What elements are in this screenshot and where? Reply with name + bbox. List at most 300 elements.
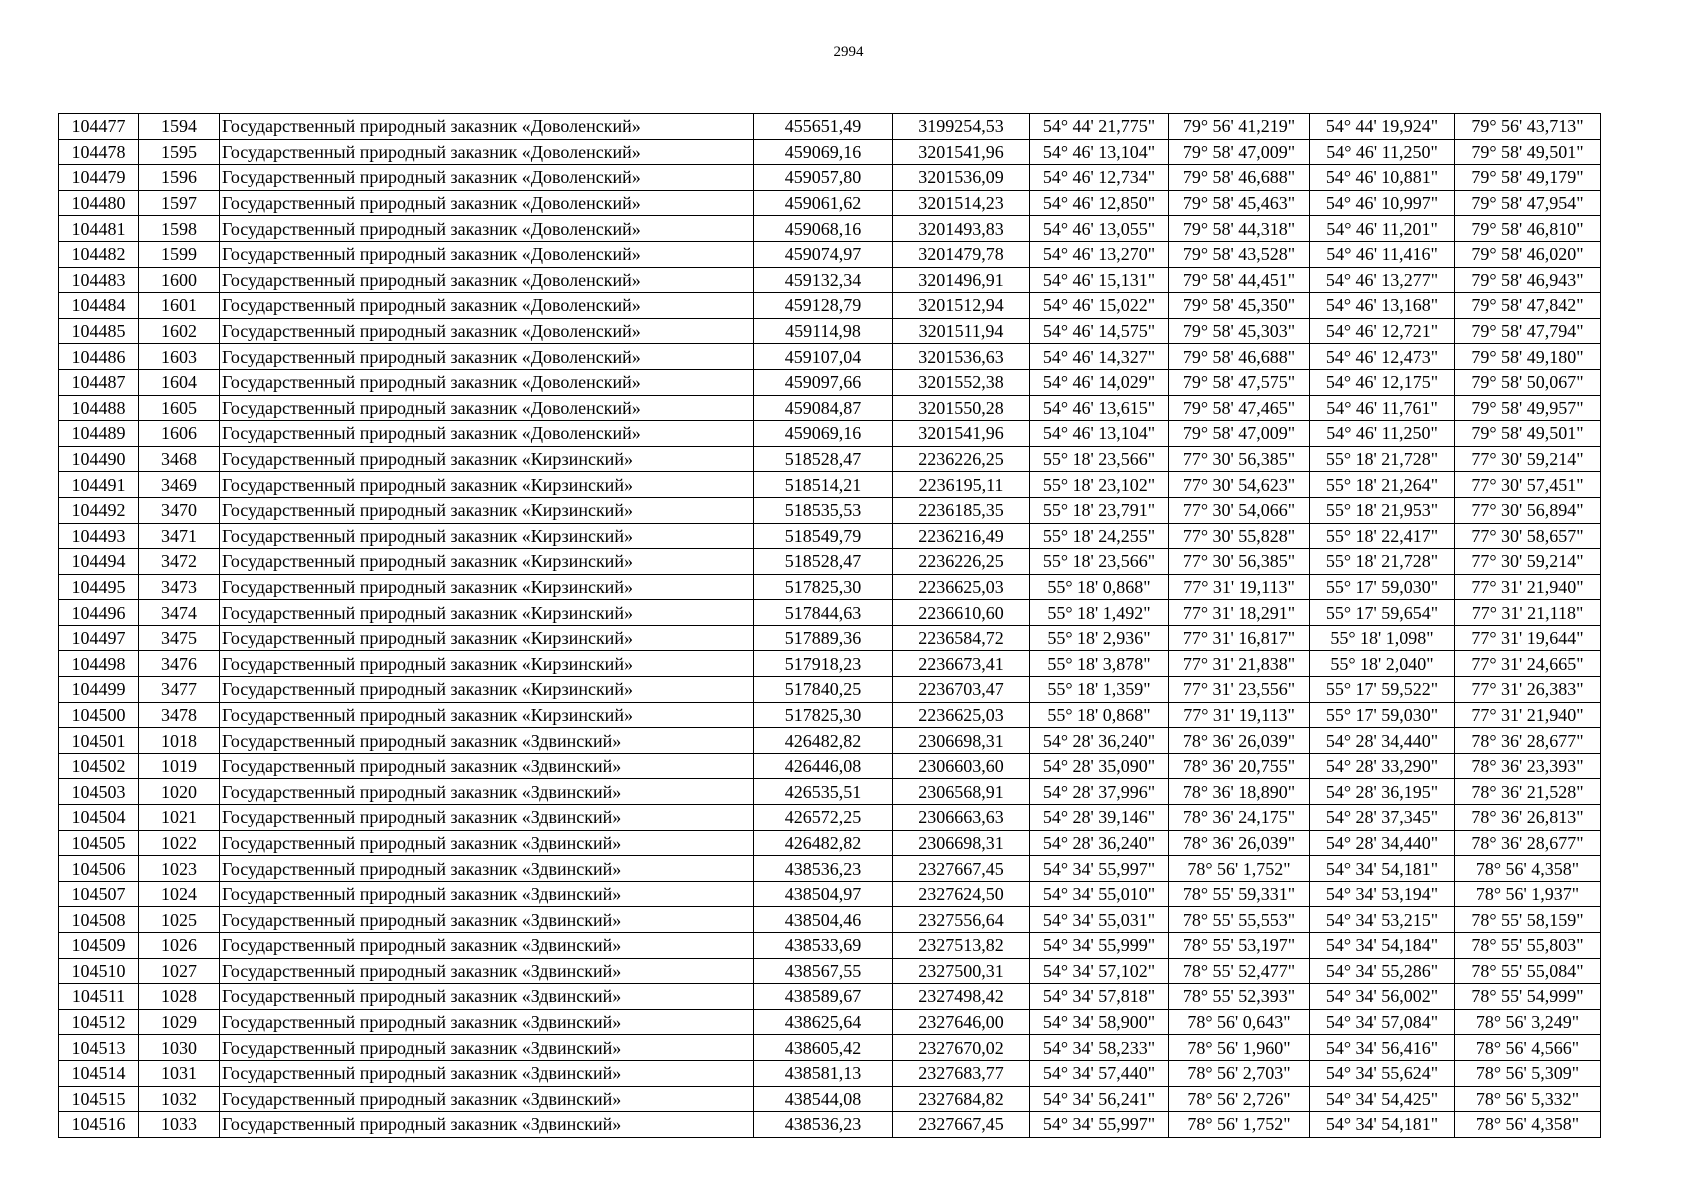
latitude-2-cell: 55° 18' 21,264"	[1310, 472, 1455, 498]
reserve-name-cell: Государственный природный заказник «Доволенский»	[220, 293, 754, 319]
record-id-cell: 104478	[59, 139, 139, 165]
table-row	[59, 472, 1601, 498]
point-number-cell: 1598	[139, 216, 220, 242]
x-coordinate-cell: 459069,16	[754, 421, 893, 447]
table-row	[59, 574, 1601, 600]
point-number-cell: 1018	[139, 728, 220, 754]
point-number-cell: 3475	[139, 625, 220, 651]
latitude-2-cell: 54° 34' 54,184"	[1310, 933, 1455, 959]
table-row	[59, 1112, 1601, 1138]
reserve-name-cell: Государственный природный заказник «Здвинский»	[220, 958, 754, 984]
point-number-cell: 1032	[139, 1086, 220, 1112]
latitude-1-cell: 54° 46' 15,022"	[1030, 293, 1169, 319]
table-row	[59, 856, 1601, 882]
reserve-name-cell: Государственный природный заказник «Кирзинский»	[220, 600, 754, 626]
longitude-2-cell: 77° 31' 19,644"	[1455, 625, 1601, 651]
latitude-1-cell: 54° 46' 13,104"	[1030, 421, 1169, 447]
x-coordinate-cell: 459069,16	[754, 139, 893, 165]
table-row	[59, 600, 1601, 626]
x-coordinate-cell: 438605,42	[754, 1035, 893, 1061]
point-number-cell: 3477	[139, 677, 220, 703]
table-row	[59, 549, 1601, 575]
reserve-name-cell: Государственный природный заказник «Доволенский»	[220, 369, 754, 395]
point-number-cell: 3468	[139, 446, 220, 472]
longitude-1-cell: 77° 31' 19,113"	[1169, 702, 1310, 728]
point-number-cell: 1022	[139, 830, 220, 856]
longitude-1-cell: 78° 56' 2,726"	[1169, 1086, 1310, 1112]
reserve-name-cell: Государственный природный заказник «Кирзинский»	[220, 702, 754, 728]
y-coordinate-cell: 3201511,94	[893, 318, 1030, 344]
y-coordinate-cell: 2327498,42	[893, 984, 1030, 1010]
table-row	[59, 830, 1601, 856]
longitude-2-cell: 79° 58' 47,794"	[1455, 318, 1601, 344]
x-coordinate-cell: 459068,16	[754, 216, 893, 242]
record-id-cell: 104500	[59, 702, 139, 728]
latitude-1-cell: 54° 34' 57,818"	[1030, 984, 1169, 1010]
y-coordinate-cell: 2236216,49	[893, 523, 1030, 549]
latitude-2-cell: 54° 46' 11,201"	[1310, 216, 1455, 242]
table-row	[59, 267, 1601, 293]
longitude-1-cell: 78° 56' 0,643"	[1169, 1009, 1310, 1035]
latitude-2-cell: 54° 28' 36,195"	[1310, 779, 1455, 805]
record-id-cell: 104490	[59, 446, 139, 472]
record-id-cell: 104504	[59, 805, 139, 831]
longitude-2-cell: 78° 55' 55,803"	[1455, 933, 1601, 959]
latitude-1-cell: 54° 46' 12,734"	[1030, 165, 1169, 191]
reserve-name-cell: Государственный природный заказник «Здвинский»	[220, 856, 754, 882]
point-number-cell: 3471	[139, 523, 220, 549]
y-coordinate-cell: 2236226,25	[893, 549, 1030, 575]
table-row	[59, 651, 1601, 677]
latitude-1-cell: 54° 46' 13,104"	[1030, 139, 1169, 165]
y-coordinate-cell: 3199254,53	[893, 114, 1030, 140]
reserve-name-cell: Государственный природный заказник «Кирзинский»	[220, 446, 754, 472]
point-number-cell: 1024	[139, 881, 220, 907]
longitude-2-cell: 78° 56' 3,249"	[1455, 1009, 1601, 1035]
record-id-cell: 104484	[59, 293, 139, 319]
latitude-1-cell: 55° 18' 2,936"	[1030, 625, 1169, 651]
latitude-1-cell: 54° 46' 14,327"	[1030, 344, 1169, 370]
longitude-2-cell: 77° 30' 57,451"	[1455, 472, 1601, 498]
latitude-1-cell: 54° 34' 55,031"	[1030, 907, 1169, 933]
table-row	[59, 1060, 1601, 1086]
point-number-cell: 1029	[139, 1009, 220, 1035]
record-id-cell: 104493	[59, 523, 139, 549]
reserve-name-cell: Государственный природный заказник «Здвинский»	[220, 933, 754, 959]
longitude-1-cell: 77° 31' 19,113"	[1169, 574, 1310, 600]
y-coordinate-cell: 2306698,31	[893, 830, 1030, 856]
table-row	[59, 958, 1601, 984]
x-coordinate-cell: 438533,69	[754, 933, 893, 959]
latitude-2-cell: 54° 34' 56,416"	[1310, 1035, 1455, 1061]
y-coordinate-cell: 2327500,31	[893, 958, 1030, 984]
table-row	[59, 907, 1601, 933]
latitude-2-cell: 54° 46' 11,250"	[1310, 139, 1455, 165]
y-coordinate-cell: 2236226,25	[893, 446, 1030, 472]
x-coordinate-cell: 455651,49	[754, 114, 893, 140]
point-number-cell: 3478	[139, 702, 220, 728]
longitude-2-cell: 79° 58' 46,020"	[1455, 241, 1601, 267]
longitude-1-cell: 79° 58' 46,688"	[1169, 344, 1310, 370]
point-number-cell: 1603	[139, 344, 220, 370]
point-number-cell: 1597	[139, 190, 220, 216]
latitude-2-cell: 54° 46' 10,997"	[1310, 190, 1455, 216]
record-id-cell: 104477	[59, 114, 139, 140]
longitude-1-cell: 78° 36' 24,175"	[1169, 805, 1310, 831]
x-coordinate-cell: 459097,66	[754, 369, 893, 395]
reserve-name-cell: Государственный природный заказник «Доволенский»	[220, 421, 754, 447]
table-row	[59, 753, 1601, 779]
record-id-cell: 104497	[59, 625, 139, 651]
latitude-1-cell: 54° 46' 13,615"	[1030, 395, 1169, 421]
x-coordinate-cell: 438536,23	[754, 1112, 893, 1138]
record-id-cell: 104515	[59, 1086, 139, 1112]
reserve-name-cell: Государственный природный заказник «Доволенский»	[220, 216, 754, 242]
x-coordinate-cell: 518549,79	[754, 523, 893, 549]
x-coordinate-cell: 518535,53	[754, 497, 893, 523]
y-coordinate-cell: 2236610,60	[893, 600, 1030, 626]
longitude-1-cell: 78° 56' 1,752"	[1169, 856, 1310, 882]
y-coordinate-cell: 2327556,64	[893, 907, 1030, 933]
latitude-1-cell: 54° 28' 37,996"	[1030, 779, 1169, 805]
table-row	[59, 677, 1601, 703]
longitude-2-cell: 77° 30' 59,214"	[1455, 549, 1601, 575]
reserve-name-cell: Государственный природный заказник «Кирзинский»	[220, 625, 754, 651]
longitude-2-cell: 78° 36' 28,677"	[1455, 830, 1601, 856]
record-id-cell: 104494	[59, 549, 139, 575]
point-number-cell: 1601	[139, 293, 220, 319]
table-row	[59, 881, 1601, 907]
y-coordinate-cell: 2327683,77	[893, 1060, 1030, 1086]
longitude-1-cell: 78° 55' 52,393"	[1169, 984, 1310, 1010]
y-coordinate-cell: 2236625,03	[893, 702, 1030, 728]
latitude-2-cell: 54° 46' 11,761"	[1310, 395, 1455, 421]
table-row	[59, 216, 1601, 242]
latitude-1-cell: 54° 34' 55,010"	[1030, 881, 1169, 907]
point-number-cell: 1602	[139, 318, 220, 344]
table-row	[59, 395, 1601, 421]
longitude-2-cell: 79° 56' 43,713"	[1455, 114, 1601, 140]
y-coordinate-cell: 2236584,72	[893, 625, 1030, 651]
latitude-2-cell: 55° 18' 22,417"	[1310, 523, 1455, 549]
table-row	[59, 241, 1601, 267]
y-coordinate-cell: 2306568,91	[893, 779, 1030, 805]
point-number-cell: 1027	[139, 958, 220, 984]
reserve-name-cell: Государственный природный заказник «Здвинский»	[220, 881, 754, 907]
longitude-2-cell: 78° 56' 5,332"	[1455, 1086, 1601, 1112]
latitude-2-cell: 54° 34' 53,194"	[1310, 881, 1455, 907]
longitude-1-cell: 77° 30' 54,623"	[1169, 472, 1310, 498]
longitude-1-cell: 79° 56' 41,219"	[1169, 114, 1310, 140]
latitude-2-cell: 54° 28' 34,440"	[1310, 728, 1455, 754]
table-row	[59, 625, 1601, 651]
record-id-cell: 104481	[59, 216, 139, 242]
latitude-2-cell: 54° 34' 53,215"	[1310, 907, 1455, 933]
point-number-cell: 1025	[139, 907, 220, 933]
latitude-2-cell: 55° 17' 59,030"	[1310, 702, 1455, 728]
y-coordinate-cell: 3201536,63	[893, 344, 1030, 370]
latitude-2-cell: 54° 34' 54,181"	[1310, 1112, 1455, 1138]
reserve-name-cell: Государственный природный заказник «Здвинский»	[220, 1060, 754, 1086]
longitude-2-cell: 79° 58' 49,180"	[1455, 344, 1601, 370]
point-number-cell: 3476	[139, 651, 220, 677]
latitude-2-cell: 54° 46' 12,175"	[1310, 369, 1455, 395]
y-coordinate-cell: 2236195,11	[893, 472, 1030, 498]
reserve-name-cell: Государственный природный заказник «Кирзинский»	[220, 677, 754, 703]
latitude-2-cell: 54° 46' 12,473"	[1310, 344, 1455, 370]
point-number-cell: 1595	[139, 139, 220, 165]
y-coordinate-cell: 2327667,45	[893, 856, 1030, 882]
latitude-2-cell: 54° 34' 57,084"	[1310, 1009, 1455, 1035]
latitude-2-cell: 55° 18' 21,953"	[1310, 497, 1455, 523]
latitude-1-cell: 54° 28' 35,090"	[1030, 753, 1169, 779]
longitude-2-cell: 78° 55' 55,084"	[1455, 958, 1601, 984]
record-id-cell: 104480	[59, 190, 139, 216]
longitude-2-cell: 79° 58' 46,943"	[1455, 267, 1601, 293]
reserve-name-cell: Государственный природный заказник «Кирзинский»	[220, 472, 754, 498]
latitude-1-cell: 55° 18' 0,868"	[1030, 574, 1169, 600]
x-coordinate-cell: 438589,67	[754, 984, 893, 1010]
latitude-1-cell: 54° 28' 39,146"	[1030, 805, 1169, 831]
record-id-cell: 104512	[59, 1009, 139, 1035]
reserve-name-cell: Государственный природный заказник «Доволенский»	[220, 190, 754, 216]
reserve-name-cell: Государственный природный заказник «Доволенский»	[220, 139, 754, 165]
latitude-1-cell: 54° 46' 14,575"	[1030, 318, 1169, 344]
reserve-name-cell: Государственный природный заказник «Здвинский»	[220, 830, 754, 856]
longitude-2-cell: 77° 31' 24,665"	[1455, 651, 1601, 677]
record-id-cell: 104485	[59, 318, 139, 344]
record-id-cell: 104501	[59, 728, 139, 754]
point-number-cell: 3469	[139, 472, 220, 498]
longitude-1-cell: 77° 31' 21,838"	[1169, 651, 1310, 677]
reserve-name-cell: Государственный природный заказник «Кирзинский»	[220, 549, 754, 575]
x-coordinate-cell: 438504,97	[754, 881, 893, 907]
x-coordinate-cell: 459107,04	[754, 344, 893, 370]
longitude-1-cell: 79° 58' 47,465"	[1169, 395, 1310, 421]
reserve-name-cell: Государственный природный заказник «Кирзинский»	[220, 497, 754, 523]
longitude-1-cell: 77° 31' 23,556"	[1169, 677, 1310, 703]
longitude-1-cell: 77° 31' 18,291"	[1169, 600, 1310, 626]
page-number: 2994	[833, 44, 864, 60]
point-number-cell: 1030	[139, 1035, 220, 1061]
longitude-2-cell: 78° 55' 54,999"	[1455, 984, 1601, 1010]
latitude-2-cell: 54° 34' 54,181"	[1310, 856, 1455, 882]
latitude-2-cell: 54° 34' 55,286"	[1310, 958, 1455, 984]
longitude-1-cell: 78° 55' 55,553"	[1169, 907, 1310, 933]
point-number-cell: 1606	[139, 421, 220, 447]
point-number-cell: 1031	[139, 1060, 220, 1086]
point-number-cell: 1599	[139, 241, 220, 267]
latitude-2-cell: 54° 28' 37,345"	[1310, 805, 1455, 831]
point-number-cell: 1605	[139, 395, 220, 421]
record-id-cell: 104495	[59, 574, 139, 600]
table-row	[59, 497, 1601, 523]
longitude-1-cell: 79° 58' 47,009"	[1169, 139, 1310, 165]
reserve-name-cell: Государственный природный заказник «Здвинский»	[220, 753, 754, 779]
table-row	[59, 702, 1601, 728]
latitude-1-cell: 55° 18' 23,566"	[1030, 549, 1169, 575]
longitude-2-cell: 78° 36' 21,528"	[1455, 779, 1601, 805]
y-coordinate-cell: 3201514,23	[893, 190, 1030, 216]
latitude-1-cell: 55° 18' 23,102"	[1030, 472, 1169, 498]
latitude-1-cell: 55° 18' 1,359"	[1030, 677, 1169, 703]
x-coordinate-cell: 459074,97	[754, 241, 893, 267]
x-coordinate-cell: 517844,63	[754, 600, 893, 626]
y-coordinate-cell: 2236625,03	[893, 574, 1030, 600]
point-number-cell: 1023	[139, 856, 220, 882]
longitude-2-cell: 78° 56' 4,566"	[1455, 1035, 1601, 1061]
latitude-1-cell: 54° 34' 58,233"	[1030, 1035, 1169, 1061]
longitude-2-cell: 78° 56' 1,937"	[1455, 881, 1601, 907]
x-coordinate-cell: 426572,25	[754, 805, 893, 831]
table-row	[59, 523, 1601, 549]
longitude-2-cell: 79° 58' 49,501"	[1455, 139, 1601, 165]
longitude-1-cell: 77° 30' 56,385"	[1169, 549, 1310, 575]
longitude-1-cell: 79° 58' 44,318"	[1169, 216, 1310, 242]
table-row	[59, 190, 1601, 216]
x-coordinate-cell: 426482,82	[754, 728, 893, 754]
record-id-cell: 104502	[59, 753, 139, 779]
longitude-1-cell: 79° 58' 47,009"	[1169, 421, 1310, 447]
x-coordinate-cell: 518528,47	[754, 549, 893, 575]
y-coordinate-cell: 3201496,91	[893, 267, 1030, 293]
x-coordinate-cell: 517825,30	[754, 702, 893, 728]
x-coordinate-cell: 459057,80	[754, 165, 893, 191]
latitude-1-cell: 55° 18' 23,791"	[1030, 497, 1169, 523]
table-row	[59, 1009, 1601, 1035]
y-coordinate-cell: 3201512,94	[893, 293, 1030, 319]
reserve-name-cell: Государственный природный заказник «Доволенский»	[220, 344, 754, 370]
latitude-2-cell: 54° 28' 33,290"	[1310, 753, 1455, 779]
latitude-1-cell: 54° 46' 13,270"	[1030, 241, 1169, 267]
record-id-cell: 104498	[59, 651, 139, 677]
point-number-cell: 1020	[139, 779, 220, 805]
longitude-1-cell: 78° 55' 53,197"	[1169, 933, 1310, 959]
record-id-cell: 104510	[59, 958, 139, 984]
longitude-2-cell: 77° 31' 21,118"	[1455, 600, 1601, 626]
reserve-name-cell: Государственный природный заказник «Доволенский»	[220, 241, 754, 267]
latitude-1-cell: 54° 34' 56,241"	[1030, 1086, 1169, 1112]
reserve-name-cell: Государственный природный заказник «Доволенский»	[220, 267, 754, 293]
x-coordinate-cell: 438544,08	[754, 1086, 893, 1112]
y-coordinate-cell: 2327667,45	[893, 1112, 1030, 1138]
longitude-1-cell: 78° 36' 26,039"	[1169, 830, 1310, 856]
latitude-1-cell: 54° 34' 58,900"	[1030, 1009, 1169, 1035]
longitude-1-cell: 79° 58' 47,575"	[1169, 369, 1310, 395]
x-coordinate-cell: 438504,46	[754, 907, 893, 933]
latitude-1-cell: 54° 34' 57,102"	[1030, 958, 1169, 984]
longitude-2-cell: 79° 58' 47,842"	[1455, 293, 1601, 319]
latitude-1-cell: 54° 34' 57,440"	[1030, 1060, 1169, 1086]
table-row	[59, 1035, 1601, 1061]
latitude-1-cell: 55° 18' 23,566"	[1030, 446, 1169, 472]
record-id-cell: 104511	[59, 984, 139, 1010]
table-row	[59, 293, 1601, 319]
record-id-cell: 104488	[59, 395, 139, 421]
record-id-cell: 104509	[59, 933, 139, 959]
latitude-2-cell: 54° 44' 19,924"	[1310, 114, 1455, 140]
x-coordinate-cell: 459128,79	[754, 293, 893, 319]
table-row	[59, 728, 1601, 754]
reserve-name-cell: Государственный природный заказник «Здвинский»	[220, 1112, 754, 1138]
record-id-cell: 104491	[59, 472, 139, 498]
reserve-name-cell: Государственный природный заказник «Доволенский»	[220, 318, 754, 344]
longitude-2-cell: 78° 55' 58,159"	[1455, 907, 1601, 933]
record-id-cell: 104506	[59, 856, 139, 882]
x-coordinate-cell: 459114,98	[754, 318, 893, 344]
reserve-name-cell: Государственный природный заказник «Здвинский»	[220, 1086, 754, 1112]
latitude-1-cell: 54° 46' 14,029"	[1030, 369, 1169, 395]
longitude-2-cell: 79° 58' 47,954"	[1455, 190, 1601, 216]
reserve-name-cell: Государственный природный заказник «Здвинский»	[220, 1009, 754, 1035]
latitude-2-cell: 54° 34' 55,624"	[1310, 1060, 1455, 1086]
x-coordinate-cell: 426446,08	[754, 753, 893, 779]
latitude-1-cell: 54° 34' 55,999"	[1030, 933, 1169, 959]
y-coordinate-cell: 2327624,50	[893, 881, 1030, 907]
x-coordinate-cell: 517825,30	[754, 574, 893, 600]
latitude-1-cell: 54° 46' 13,055"	[1030, 216, 1169, 242]
longitude-1-cell: 77° 30' 55,828"	[1169, 523, 1310, 549]
longitude-1-cell: 79° 58' 45,303"	[1169, 318, 1310, 344]
latitude-1-cell: 54° 46' 15,131"	[1030, 267, 1169, 293]
longitude-2-cell: 79° 58' 46,810"	[1455, 216, 1601, 242]
point-number-cell: 1026	[139, 933, 220, 959]
latitude-2-cell: 54° 46' 10,881"	[1310, 165, 1455, 191]
longitude-1-cell: 79° 58' 44,451"	[1169, 267, 1310, 293]
latitude-2-cell: 54° 46' 12,721"	[1310, 318, 1455, 344]
point-number-cell: 1604	[139, 369, 220, 395]
longitude-2-cell: 77° 30' 58,657"	[1455, 523, 1601, 549]
y-coordinate-cell: 2327513,82	[893, 933, 1030, 959]
y-coordinate-cell: 2306698,31	[893, 728, 1030, 754]
x-coordinate-cell: 517918,23	[754, 651, 893, 677]
table-row	[59, 344, 1601, 370]
point-number-cell: 1600	[139, 267, 220, 293]
longitude-1-cell: 78° 56' 2,703"	[1169, 1060, 1310, 1086]
longitude-2-cell: 78° 36' 26,813"	[1455, 805, 1601, 831]
latitude-1-cell: 55° 18' 1,492"	[1030, 600, 1169, 626]
record-id-cell: 104479	[59, 165, 139, 191]
longitude-1-cell: 79° 58' 46,688"	[1169, 165, 1310, 191]
latitude-1-cell: 54° 28' 36,240"	[1030, 728, 1169, 754]
point-number-cell: 3473	[139, 574, 220, 600]
y-coordinate-cell: 2327646,00	[893, 1009, 1030, 1035]
point-number-cell: 1028	[139, 984, 220, 1010]
latitude-2-cell: 55° 17' 59,654"	[1310, 600, 1455, 626]
y-coordinate-cell: 3201550,28	[893, 395, 1030, 421]
table-row	[59, 139, 1601, 165]
longitude-2-cell: 79° 58' 49,501"	[1455, 421, 1601, 447]
point-number-cell: 1021	[139, 805, 220, 831]
longitude-2-cell: 78° 56' 5,309"	[1455, 1060, 1601, 1086]
coordinates-table	[58, 113, 1601, 1138]
record-id-cell: 104503	[59, 779, 139, 805]
reserve-name-cell: Государственный природный заказник «Доволенский»	[220, 395, 754, 421]
record-id-cell: 104505	[59, 830, 139, 856]
latitude-2-cell: 54° 34' 54,425"	[1310, 1086, 1455, 1112]
table-row	[59, 933, 1601, 959]
y-coordinate-cell: 3201541,96	[893, 421, 1030, 447]
x-coordinate-cell: 459132,34	[754, 267, 893, 293]
latitude-1-cell: 54° 46' 12,850"	[1030, 190, 1169, 216]
longitude-1-cell: 78° 56' 1,960"	[1169, 1035, 1310, 1061]
y-coordinate-cell: 2236185,35	[893, 497, 1030, 523]
latitude-1-cell: 54° 34' 55,997"	[1030, 1112, 1169, 1138]
record-id-cell: 104489	[59, 421, 139, 447]
latitude-2-cell: 55° 18' 1,098"	[1310, 625, 1455, 651]
record-id-cell: 104508	[59, 907, 139, 933]
longitude-1-cell: 77° 31' 16,817"	[1169, 625, 1310, 651]
